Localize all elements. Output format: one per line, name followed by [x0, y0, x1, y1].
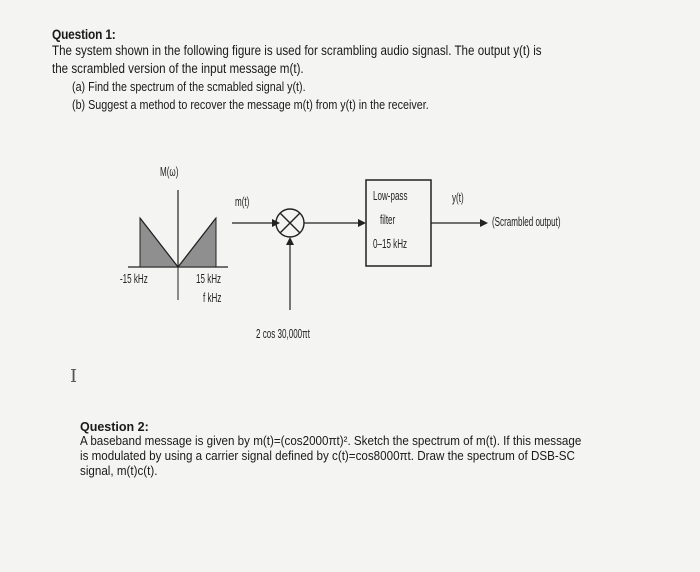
question-1-text-line-1: The system shown in the following figure is used for scrambling audio signasl. The output y(t) is	[52, 43, 542, 58]
question-1-title: Question 1:	[52, 26, 116, 42]
diagram-drawing	[0, 150, 700, 360]
question-2-text-line-3: signal, m(t)c(t).	[80, 464, 158, 478]
filter-label-line-2: filter	[380, 212, 396, 227]
output-signal-label: y(t)	[452, 190, 464, 205]
text-cursor-icon: I	[70, 366, 78, 387]
question-2	[80, 420, 680, 479]
scrambled-output-label: (Scrambled output)	[492, 214, 561, 229]
negative-frequency-label: -15 kHz	[120, 271, 148, 286]
carrier-label: 2 cos 30,000πt	[256, 326, 310, 341]
question-2-text-line-1: A baseband message is given by m(t)=(cos2000πt)². Sketch the spectrum of m(t). If this message	[80, 434, 582, 448]
question-2-text-line-2: is modulated by using a carrier signal defined by c(t)=cos8000πt. Draw the spectrum of DSB-SC	[80, 449, 575, 463]
question-2-title: Question 2:	[80, 420, 149, 434]
input-signal-label: m(t)	[235, 194, 250, 209]
filter-label-line-3: 0–15 kHz	[373, 236, 408, 251]
filter-label-line-1: Low-pass	[373, 188, 408, 203]
question-1-part-b: (b) Suggest a method to recover the message m(t) from y(t) in the receiver.	[72, 98, 429, 112]
frequency-axis-label: f kHz	[203, 290, 222, 305]
scrambler-block-diagram	[0, 150, 700, 360]
positive-frequency-label: 15 kHz	[196, 271, 222, 286]
spectrum-label: M(ω)	[160, 164, 179, 179]
question-1-text-line-2: the scrambled version of the input message m(t).	[52, 61, 304, 76]
question-1-part-a: (a) Find the spectrum of the scmabled signal y(t).	[72, 80, 306, 94]
question-1	[52, 26, 682, 114]
